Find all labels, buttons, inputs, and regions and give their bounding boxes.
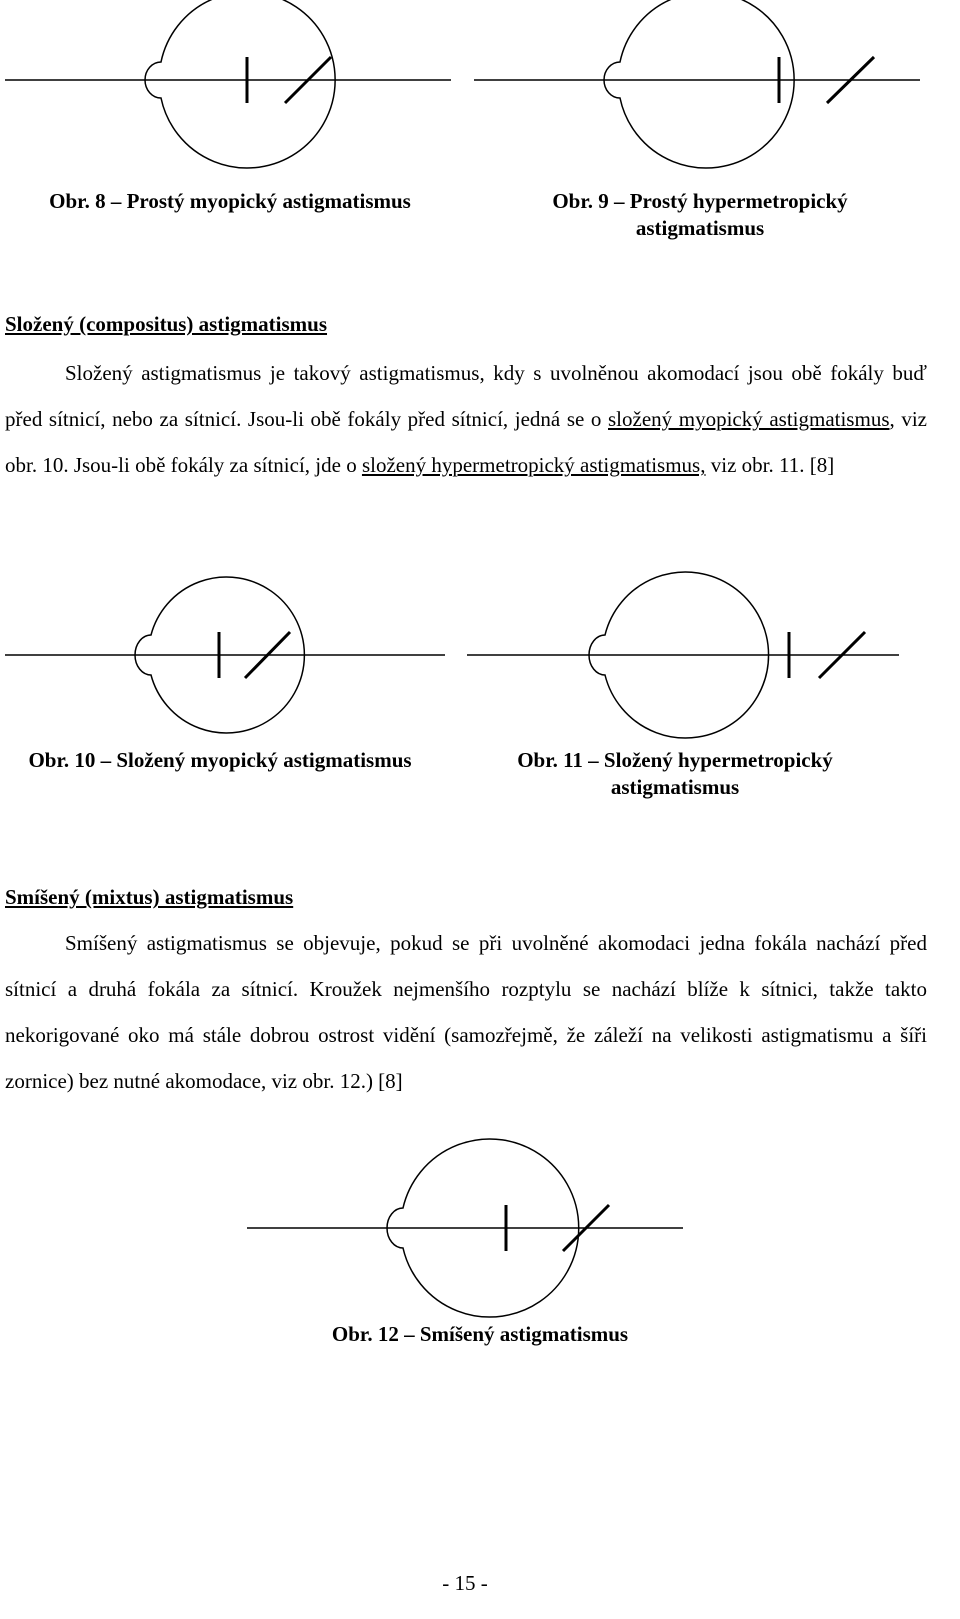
section-heading-mixed: Smíšený (mixtus) astigmatismus: [5, 885, 294, 909]
figure-8-diagram: [5, 0, 451, 150]
figure-11-diagram: [467, 570, 907, 730]
figure-11-caption: Obr. 11 – Složený hypermetropický astigmatismus: [517, 748, 833, 799]
figure-12-caption: Obr. 12 – Smíšený astigmatismus: [331, 1322, 629, 1346]
figure-9-diagram: [474, 0, 920, 150]
section-heading-compound: Složený (compositus) astigmatismus: [5, 312, 328, 336]
paragraph-compound: Složený astigmatismus je takový astigmatismus, kdy s uvolněnou akomodací jsou obě fokály buď před sítnicí, nebo za sítnicí. Jsou-li obě fokály před sítnicí, jedná se o složený myopický astigmatismus, viz obr. 10. Jsou-li obě fokály za sítnicí, jde o složený hypermetropický astigmatismus, viz obr. 11. [8]: [5, 361, 927, 477]
term-compound-hypermetropic: složený hypermetropický astigmatismus,: [361, 453, 706, 477]
eye-outline: [604, 0, 794, 168]
figure-9-caption: Obr. 9 – Prostý hypermetropický astigmatismus: [552, 189, 848, 240]
page-number: - 15 -: [442, 1571, 488, 1595]
eye-outline: [145, 0, 335, 168]
figure-10-diagram: [5, 570, 445, 730]
figure-12-diagram: [247, 1150, 687, 1310]
figure-10-caption: Obr. 10 – Složený myopický astigmatismus: [28, 748, 412, 772]
term-compound-myopic: složený myopický astigmatismus: [608, 407, 890, 431]
paragraph-mixed: Smíšený astigmatismus se objevuje, pokud se při uvolněné akomodaci jedna fokála nachází před sítnicí a druhá fokála za sítnicí. Kroužek nejmenšího rozptylu se nachází blíže k sítnici, takže takto nekorigované oko má stále dobrou ostrost vidění (samozřejmě, že záleží na velikosti astigmatismu a šíři zornice) bez nutné akomodace, viz obr. 12.) [8]: [5, 931, 927, 1093]
figure-8-caption: Obr. 8 – Prostý myopický astigmatismus: [49, 189, 411, 213]
